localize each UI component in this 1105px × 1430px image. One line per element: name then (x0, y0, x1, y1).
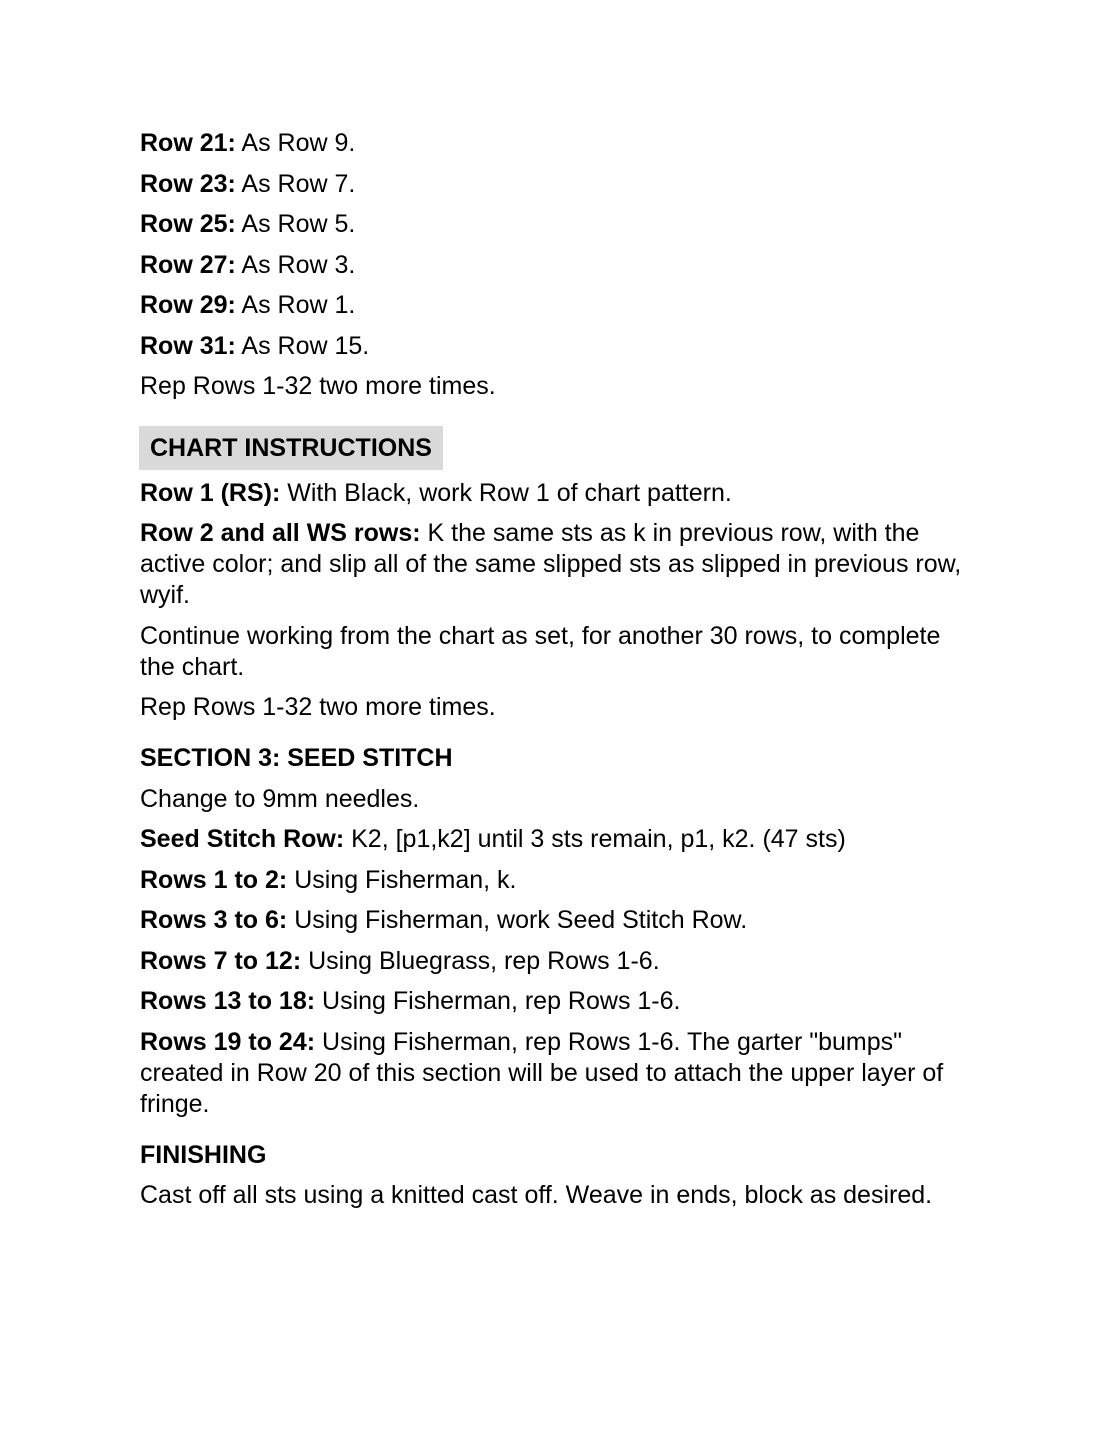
row-label: Rows 3 to 6: (140, 906, 288, 934)
row-label: Rows 1 to 2: (140, 865, 288, 894)
section-3-intro: Change to 9mm needles. (140, 784, 420, 813)
row-instruction (140, 478, 980, 509)
seed-stitch-row (140, 824, 980, 855)
row-instruction (140, 986, 980, 1017)
row-instruction (140, 905, 980, 936)
finishing-heading: FINISHING (140, 1140, 267, 1169)
row-label: Row 29: (140, 291, 236, 319)
row-text: K2, [p1,k2] until 3 sts remain, p1, k2. (47 sts) (344, 825, 846, 853)
row-text: Using Fisherman, rep Rows 1-6. The garter "bumps" created in Row 20 of this section will be used to attach the upper layer of fringe. (140, 1027, 944, 1118)
row-instruction (140, 331, 980, 362)
row-text: As Row 7. (235, 169, 356, 198)
row-text: As Row 9. (235, 129, 356, 157)
row-instruction (140, 209, 980, 240)
row-text: As Row 1. (235, 291, 356, 319)
row-text: With Black, work Row 1 of chart pattern. (280, 478, 732, 507)
row-label: Row 31: (140, 331, 236, 360)
row-instruction (140, 250, 980, 281)
row-label: Row 27: (140, 250, 236, 279)
row-label: Rows 19 to 24: (140, 1027, 316, 1056)
section-3-heading: SECTION 3: SEED STITCH (140, 744, 453, 772)
row-label: Row 1 (RS): (140, 478, 281, 507)
row-label: Rows 13 to 18: (140, 987, 316, 1015)
repeat-instruction: Rep Rows 1-32 two more times. (140, 372, 496, 400)
finishing-text: Cast off all sts using a knitted cast off. Weave in ends, block as desired. (140, 1181, 933, 1209)
row-text: K the same sts as k in previous row, with the active color; and slip all of the same slipped sts as slipped in previous row, wyif. (140, 519, 962, 609)
row-text: Using Fisherman, rep Rows 1-6. (315, 987, 681, 1015)
repeat-instruction: Rep Rows 1-32 two more times. (140, 693, 496, 721)
row-label: Row 23: (140, 169, 236, 198)
row-instruction (140, 169, 980, 200)
row-instruction (140, 518, 980, 611)
row-text: As Row 15. (235, 331, 370, 360)
row-instruction (140, 865, 980, 896)
row-label: Row 2 and all WS rows: (140, 519, 421, 547)
row-label: Row 21: (140, 129, 236, 157)
row-text: As Row 3. (235, 250, 356, 279)
row-text: Using Fisherman, work Seed Stitch Row. (287, 906, 748, 934)
row-label: Seed Stitch Row: (140, 825, 345, 853)
row-text: Using Bluegrass, rep Rows 1-6. (301, 946, 660, 975)
row-instruction (140, 946, 980, 977)
pattern-page (140, 128, 980, 1221)
row-text: Using Fisherman, k. (287, 865, 517, 894)
row-label: Rows 7 to 12: (140, 946, 302, 975)
row-instruction (140, 1027, 980, 1120)
continue-instruction: Continue working from the chart as set, for another 30 rows, to complete the chart. (140, 621, 941, 681)
row-text: As Row 5. (235, 210, 356, 238)
chart-instructions-heading: CHART INSTRUCTIONS (139, 426, 443, 470)
row-label: Row 25: (140, 210, 236, 238)
row-instruction (140, 128, 980, 159)
row-instruction (140, 290, 980, 321)
